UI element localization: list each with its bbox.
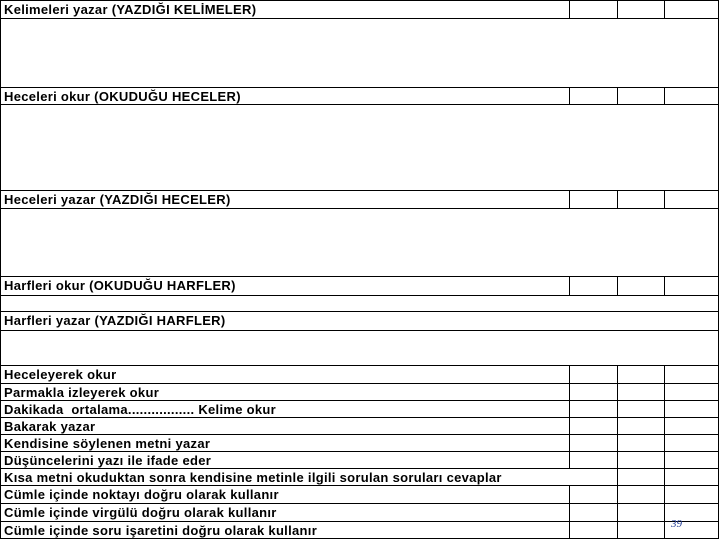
check-cell[interactable] bbox=[569, 1, 617, 18]
check-cell[interactable] bbox=[617, 277, 664, 295]
check-cell[interactable] bbox=[569, 277, 617, 295]
item-label: Kısa metni okuduktan sonra kendisine metinle ilgili sorulan soruları cevaplar bbox=[4, 470, 502, 485]
item-label: Kendisine söylenen metni yazar bbox=[4, 436, 211, 451]
item-row bbox=[0, 365, 719, 383]
check-cell[interactable] bbox=[569, 435, 617, 451]
check-cell[interactable] bbox=[664, 191, 719, 208]
check-cell[interactable] bbox=[569, 452, 617, 468]
check-cell[interactable] bbox=[569, 522, 617, 538]
check-cell[interactable] bbox=[617, 401, 664, 417]
item-row bbox=[0, 468, 719, 485]
section-label: Harfleri yazar (YAZDIĞI HARFLER) bbox=[4, 313, 226, 328]
item-label: Cümle içinde soru işaretini doğru olarak kullanır bbox=[4, 523, 318, 538]
check-cell[interactable] bbox=[617, 88, 664, 104]
check-cell[interactable] bbox=[664, 435, 719, 451]
item-row bbox=[0, 503, 719, 521]
check-cell[interactable] bbox=[664, 366, 719, 383]
check-cell[interactable] bbox=[664, 452, 719, 468]
check-cell[interactable] bbox=[617, 418, 664, 434]
item-row bbox=[0, 434, 719, 451]
item-label: Bakarak yazar bbox=[4, 419, 96, 434]
item-row bbox=[0, 400, 719, 417]
section-header-row bbox=[0, 311, 719, 330]
section-header-row bbox=[0, 276, 719, 295]
check-cell[interactable] bbox=[664, 88, 719, 104]
item-label: Parmakla izleyerek okur bbox=[4, 385, 160, 400]
item-label: Dakikada ortalama................. Kelime okur bbox=[4, 402, 277, 417]
section-answer-area[interactable] bbox=[0, 330, 719, 365]
section-header-row bbox=[0, 0, 719, 18]
check-cell[interactable] bbox=[664, 486, 719, 503]
section-label: Heceleri okur (OKUDUĞU HECELER) bbox=[4, 89, 241, 104]
section-answer-area[interactable] bbox=[0, 295, 719, 311]
item-row bbox=[0, 383, 719, 400]
check-cell[interactable] bbox=[664, 469, 719, 485]
item-label: Düşüncelerini yazı ile ifade eder bbox=[4, 453, 212, 468]
item-row bbox=[0, 417, 719, 434]
check-cell[interactable] bbox=[569, 384, 617, 400]
section-header-row bbox=[0, 190, 719, 208]
check-cell[interactable] bbox=[569, 88, 617, 104]
check-cell[interactable] bbox=[664, 384, 719, 400]
check-cell[interactable] bbox=[617, 469, 664, 485]
section-answer-area[interactable] bbox=[0, 208, 719, 276]
section-label: Harfleri okur (OKUDUĞU HARFLER) bbox=[4, 278, 236, 293]
check-cell[interactable] bbox=[569, 486, 617, 503]
check-cell[interactable] bbox=[617, 384, 664, 400]
item-row bbox=[0, 521, 719, 539]
item-label: Heceleyerek okur bbox=[4, 367, 117, 382]
section-answer-area[interactable] bbox=[0, 104, 719, 190]
check-cell[interactable] bbox=[664, 1, 719, 18]
section-header-row bbox=[0, 87, 719, 104]
check-cell[interactable] bbox=[664, 277, 719, 295]
check-cell[interactable] bbox=[569, 191, 617, 208]
check-cell[interactable] bbox=[617, 435, 664, 451]
check-cell[interactable] bbox=[569, 401, 617, 417]
item-label: Cümle içinde virgülü doğru olarak kullanır bbox=[4, 505, 277, 520]
check-cell[interactable] bbox=[617, 191, 664, 208]
check-cell[interactable] bbox=[617, 1, 664, 18]
item-label: Cümle içinde noktayı doğru olarak kullanır bbox=[4, 487, 279, 502]
section-label: Kelimeleri yazar (YAZDIĞI KELİMELER) bbox=[4, 2, 257, 17]
check-cell[interactable] bbox=[617, 504, 664, 521]
check-cell[interactable] bbox=[617, 486, 664, 503]
item-row bbox=[0, 451, 719, 468]
check-cell[interactable] bbox=[617, 366, 664, 383]
check-cell[interactable] bbox=[617, 522, 664, 538]
check-cell[interactable] bbox=[569, 504, 617, 521]
check-cell[interactable] bbox=[664, 401, 719, 417]
check-cell[interactable] bbox=[664, 418, 719, 434]
section-label: Heceleri yazar (YAZDIĞI HECELER) bbox=[4, 192, 231, 207]
item-row bbox=[0, 485, 719, 503]
check-cell[interactable] bbox=[569, 418, 617, 434]
page-number: 39 bbox=[671, 518, 682, 530]
check-cell[interactable] bbox=[617, 452, 664, 468]
section-answer-area[interactable] bbox=[0, 18, 719, 87]
check-cell[interactable] bbox=[569, 366, 617, 383]
